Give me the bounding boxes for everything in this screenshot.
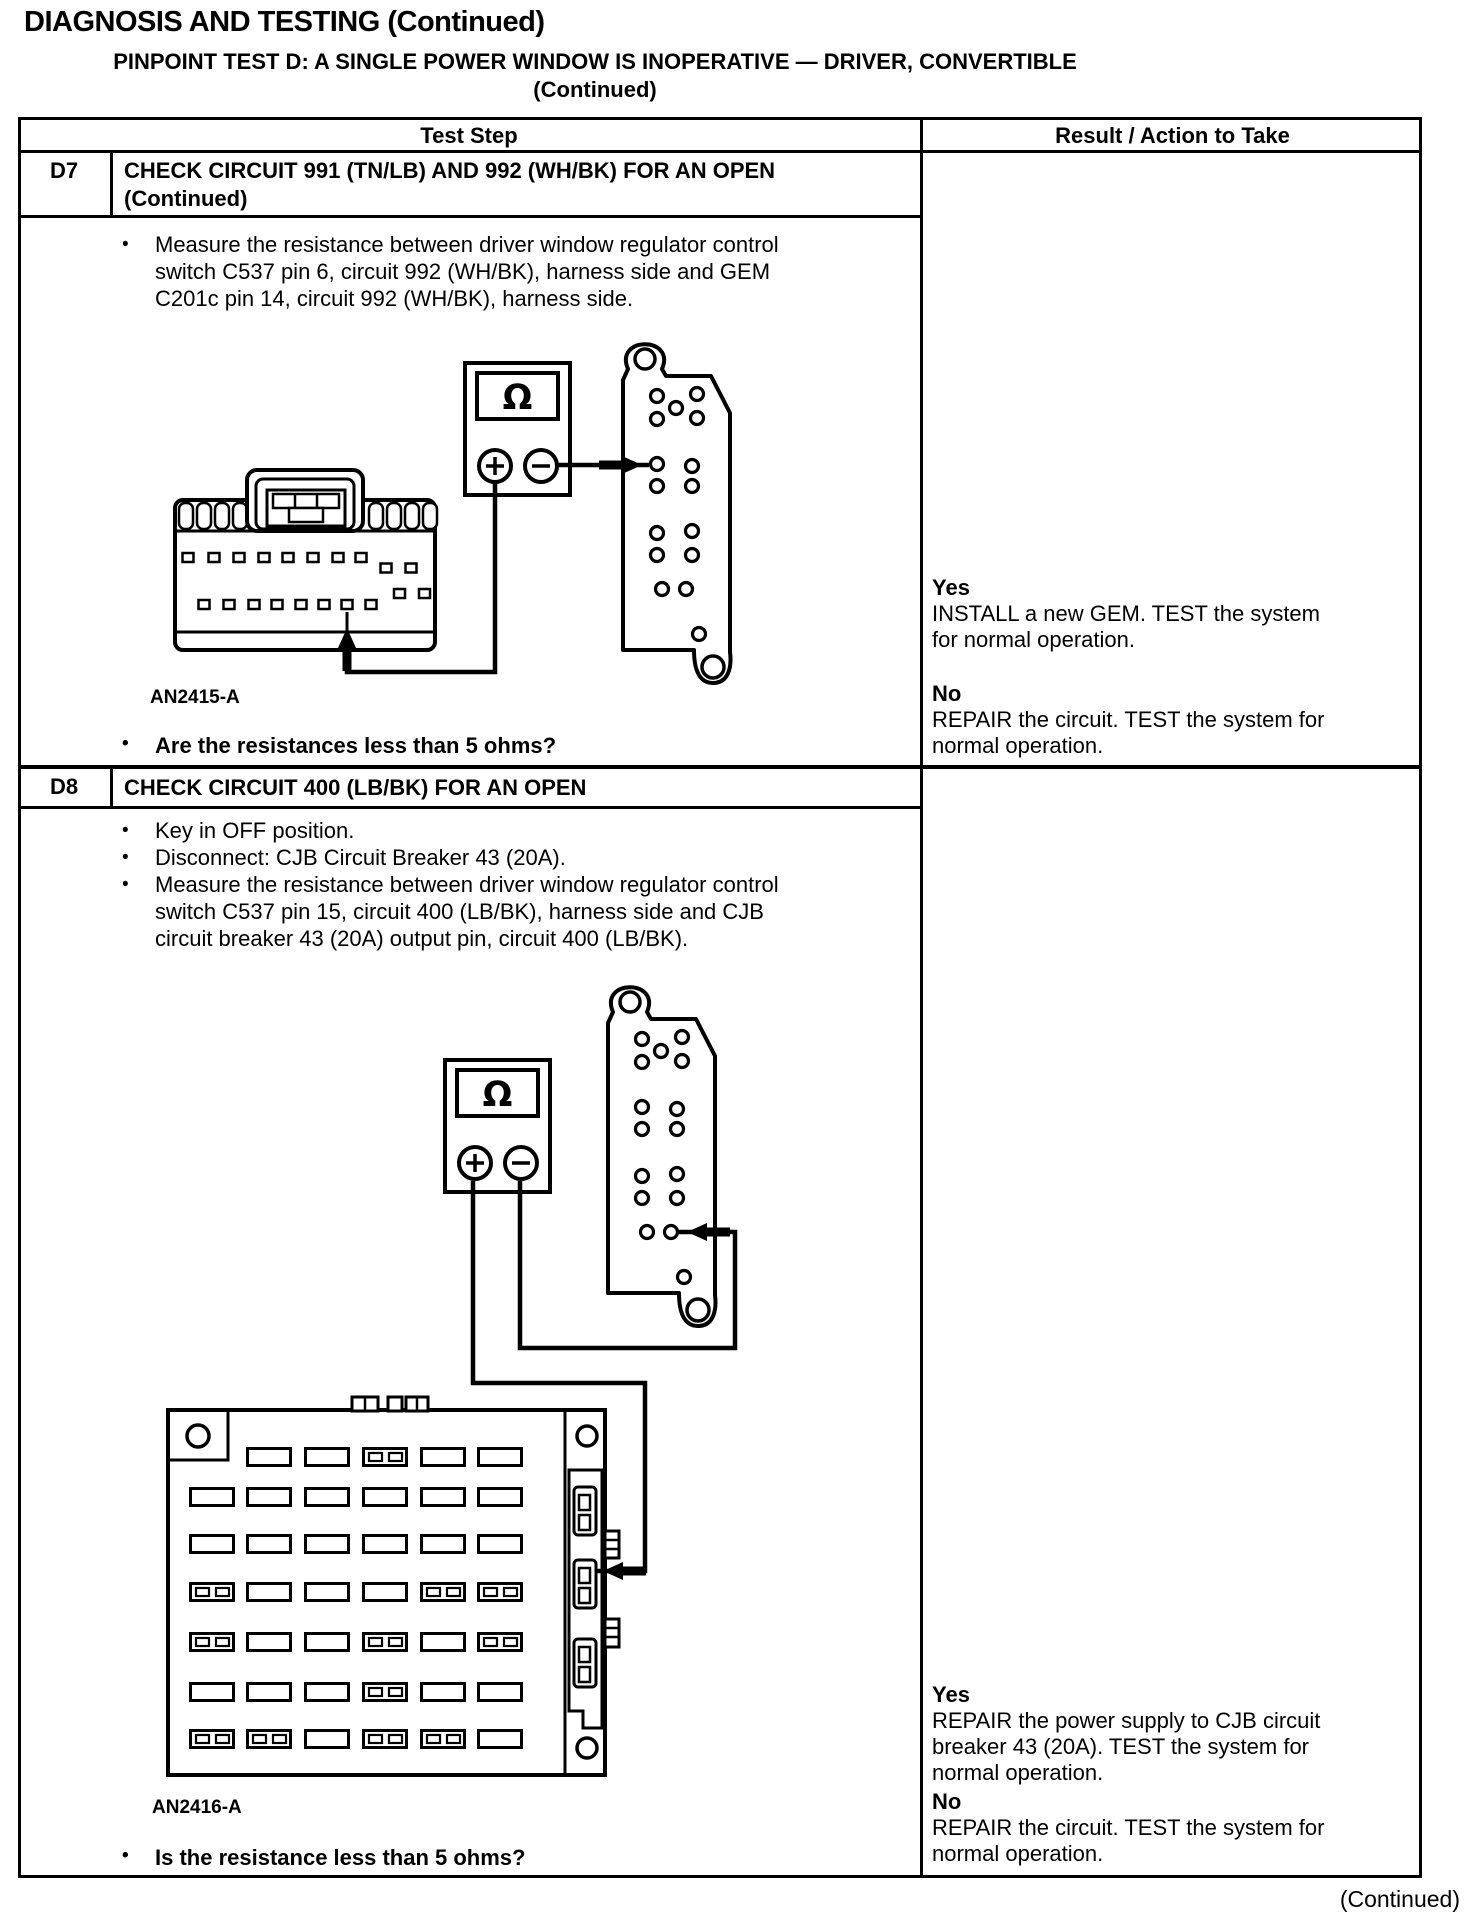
- pin-cavity: [651, 390, 664, 403]
- pin-cavity: [671, 1123, 684, 1136]
- pin-slot: [183, 553, 194, 562]
- header-separator: [18, 150, 1422, 153]
- pin-slot: [224, 600, 235, 609]
- pin-cavity: [676, 1031, 689, 1044]
- pin-slot: [356, 553, 367, 562]
- ohmmeter: [445, 1060, 550, 1192]
- d8-question-text: Is the resistance less than 5 ohms?: [155, 1845, 526, 1870]
- plus-terminal-icon: [479, 450, 511, 482]
- page-title: DIAGNOSIS AND TESTING (Continued): [24, 6, 545, 38]
- pin-slot: [308, 553, 319, 562]
- pin-cavity: [686, 460, 699, 473]
- pin-slot: [319, 600, 330, 609]
- d7-no-label: No: [932, 681, 962, 706]
- fuse-slot: [422, 1489, 465, 1506]
- fuse-slot: [479, 1684, 522, 1701]
- fuse-slot: [479, 1731, 522, 1748]
- bullet-icon: •: [122, 234, 129, 255]
- ohmmeter: [465, 363, 570, 495]
- d7-bullets: [122, 231, 822, 312]
- fuse-slot: [364, 1489, 407, 1506]
- pin-cavity: [636, 1101, 649, 1114]
- fuse-slot: [479, 1536, 522, 1553]
- ohmmeter-test-diagram-an2416: [140, 985, 760, 1790]
- pin-cavity: [680, 583, 693, 596]
- rib: [423, 503, 437, 529]
- bullet-item: [122, 231, 822, 312]
- pin-cavity: [636, 1192, 649, 1205]
- pin-slot: [366, 600, 377, 609]
- switch-connector-c537: [608, 987, 715, 1326]
- rib: [233, 503, 247, 529]
- rib: [197, 503, 211, 529]
- mount-hole: [577, 1738, 597, 1758]
- fuse-slot: [248, 1684, 291, 1701]
- bullet-icon: •: [122, 847, 129, 868]
- pin-cavity: [636, 1056, 649, 1069]
- fuse-slot: [306, 1584, 349, 1601]
- rib: [405, 503, 419, 529]
- pin-cavity: [686, 525, 699, 538]
- pin-cavity: [656, 583, 669, 596]
- pin-slot: [342, 600, 353, 609]
- step-title-d7: [124, 157, 914, 213]
- pin-slot: [406, 564, 417, 573]
- fuse-slot: [364, 1584, 407, 1601]
- pin-cavity: [670, 402, 683, 415]
- fuse-slot: [422, 1449, 465, 1466]
- ohmmeter-test-diagram-an2415: [140, 340, 745, 715]
- fuse-slot: [479, 1449, 522, 1466]
- fuse-slot: [306, 1731, 349, 1748]
- fuse-slot: [248, 1584, 291, 1601]
- figure-label-an2415: AN2415-A: [150, 687, 240, 708]
- step-title-d7-text: CHECK CIRCUIT 991 (TN/LB) AND 992 (WH/BK) FOR AN OPEN: [124, 158, 776, 183]
- bullet-icon: •: [122, 733, 129, 754]
- d8-bullets: [122, 817, 822, 952]
- pin-cavity: [655, 1045, 668, 1058]
- fuse-slot: [306, 1684, 349, 1701]
- column-header-result: Result / Action to Take: [1055, 123, 1290, 148]
- plus-terminal-icon: [459, 1147, 491, 1179]
- pin-cavity: [636, 1033, 649, 1046]
- fuse-slot: [479, 1489, 522, 1506]
- mount-hole: [187, 1425, 209, 1447]
- column-divider: [920, 117, 923, 1878]
- rib: [387, 503, 401, 529]
- rib: [215, 503, 229, 529]
- fuse-slot: [248, 1449, 291, 1466]
- d8-id-cell-divider: [110, 769, 113, 806]
- ohm-symbol: Ω: [482, 1075, 513, 1115]
- d8-question: [122, 1845, 822, 1871]
- fuse-slot: [248, 1536, 291, 1553]
- pin-cavity: [665, 1226, 678, 1239]
- pin-cavity: [678, 1271, 691, 1284]
- side-tab: [605, 1531, 619, 1558]
- pin-cavity: [651, 413, 664, 426]
- cjb-fusebox: [168, 1397, 619, 1775]
- d8-yes-text: REPAIR the power supply to CJB circuit breaker 43 (20A). TEST the system for normal operation.: [932, 1708, 1321, 1785]
- pin-slot: [249, 600, 260, 609]
- top-tab: [388, 1397, 402, 1411]
- pin-slot: [272, 600, 283, 609]
- fuse-slot: [422, 1684, 465, 1701]
- pinpoint-test-subtitle: PINPOINT TEST D: A SINGLE POWER WINDOW IS INOPERATIVE — DRIVER, CONVERTIBLE: [113, 49, 1077, 74]
- step-title-d8: [124, 774, 914, 802]
- fuse-slot: [191, 1536, 234, 1553]
- pin-cavity: [671, 1168, 684, 1181]
- figure-label-an2416: AN2416-A: [152, 1797, 242, 1818]
- pin-slot: [259, 553, 270, 562]
- pin-cavity: [651, 458, 664, 471]
- side-tab: [605, 1619, 619, 1647]
- fuse-slot: [248, 1489, 291, 1506]
- step-id-d7: D7: [49, 158, 79, 183]
- pin-cavity: [671, 1103, 684, 1116]
- bullet-text: Disconnect: CJB Circuit Breaker 43 (20A).: [155, 845, 566, 870]
- d7-no-text: REPAIR the circuit. TEST the system for normal operation.: [932, 707, 1325, 758]
- fuse-slot: [248, 1634, 291, 1651]
- fuse-slot: [191, 1489, 234, 1506]
- fuse-slot: [422, 1536, 465, 1553]
- pin-slot: [283, 553, 294, 562]
- d8-heading-separator: [18, 806, 923, 809]
- column-header-test-step: Test Step: [420, 123, 518, 148]
- minus-terminal-icon: [525, 450, 557, 482]
- d8-result-block: [932, 1682, 1412, 1867]
- pin-cavity: [636, 1123, 649, 1136]
- fuse-slot: [306, 1634, 349, 1651]
- fuse-slot: [306, 1449, 349, 1466]
- pin-cavity: [691, 388, 704, 401]
- pinpoint-test-subtitle-continued: (Continued): [533, 77, 657, 102]
- rib: [369, 503, 383, 529]
- d7-result-block: [932, 575, 1412, 759]
- d8-no-text: REPAIR the circuit. TEST the system for normal operation.: [932, 1815, 1325, 1866]
- bullet-item: [122, 817, 822, 844]
- pin-cavity: [691, 412, 704, 425]
- d8-yes-label: Yes: [932, 1682, 970, 1707]
- fuse-slot: [422, 1634, 465, 1651]
- window-switch-connector-c537: [175, 470, 437, 650]
- ohm-symbol: Ω: [502, 378, 533, 418]
- minus-terminal-icon: [505, 1147, 537, 1179]
- step-title-d8-text: CHECK CIRCUIT 400 (LB/BK) FOR AN OPEN: [124, 775, 587, 800]
- d7-question: [122, 733, 822, 759]
- pin-slot: [209, 553, 220, 562]
- fuse-slot: [191, 1684, 234, 1701]
- latch-tab: [247, 470, 363, 531]
- pin-cavity: [693, 628, 706, 641]
- pin-cavity: [651, 480, 664, 493]
- fuse-slot: [306, 1536, 349, 1553]
- pin-cavity: [676, 1055, 689, 1068]
- pin-cavity: [671, 1192, 684, 1205]
- d7-d8-row-divider: [18, 765, 1422, 769]
- bullet-icon: •: [122, 1845, 129, 1866]
- bullet-text: Measure the resistance between driver window regulator control switch C537 pin 15, circuit 400 (LB/BK), harness side and CJB circuit breaker 43 (20A) output pin, circuit 400 (LB/BK).: [155, 872, 779, 951]
- bullet-item: [122, 871, 822, 952]
- pin-cavity: [641, 1226, 654, 1239]
- pin-slot: [419, 589, 430, 598]
- pin-slot: [381, 564, 392, 573]
- pin-slot: [394, 589, 405, 598]
- bullet-icon: •: [122, 874, 129, 895]
- d7-yes-label: Yes: [932, 575, 970, 600]
- probe-arrow-icon: [603, 1562, 646, 1580]
- bullet-icon: •: [122, 820, 129, 841]
- gem-connector-c201c: [623, 344, 730, 683]
- d7-yes-text: INSTALL a new GEM. TEST the system for normal operation.: [932, 601, 1320, 652]
- bullet-text: Key in OFF position.: [155, 818, 355, 843]
- pin-cavity: [686, 480, 699, 493]
- pin-slot: [234, 553, 245, 562]
- d7-id-cell-divider: [110, 152, 113, 215]
- pin-cavity: [651, 549, 664, 562]
- fuse-slot: [364, 1536, 407, 1553]
- bullet-text: Measure the resistance between driver window regulator control switch C537 pin 6, circuit 992 (WH/BK), harness side and GEM C201c pin 14, circuit 992 (WH/BK), harness side.: [155, 232, 779, 311]
- pin-slot: [296, 600, 307, 609]
- pin-slot: [199, 600, 210, 609]
- bullet-item: [122, 844, 822, 871]
- step-id-d8: D8: [49, 774, 79, 799]
- pin-slot: [333, 553, 344, 562]
- fuse-slot: [306, 1489, 349, 1506]
- d7-heading-separator: [18, 215, 923, 218]
- mount-hole: [577, 1426, 597, 1446]
- d7-question-text: Are the resistances less than 5 ohms?: [155, 733, 557, 758]
- pin-cavity: [636, 1170, 649, 1183]
- step-title-d7-suffix: (Continued): [124, 186, 248, 211]
- pin-cavity: [651, 527, 664, 540]
- pin-cavity: [686, 549, 699, 562]
- footer-continued: (Continued): [1339, 1886, 1460, 1912]
- rib: [179, 503, 193, 529]
- d8-no-label: No: [932, 1789, 962, 1814]
